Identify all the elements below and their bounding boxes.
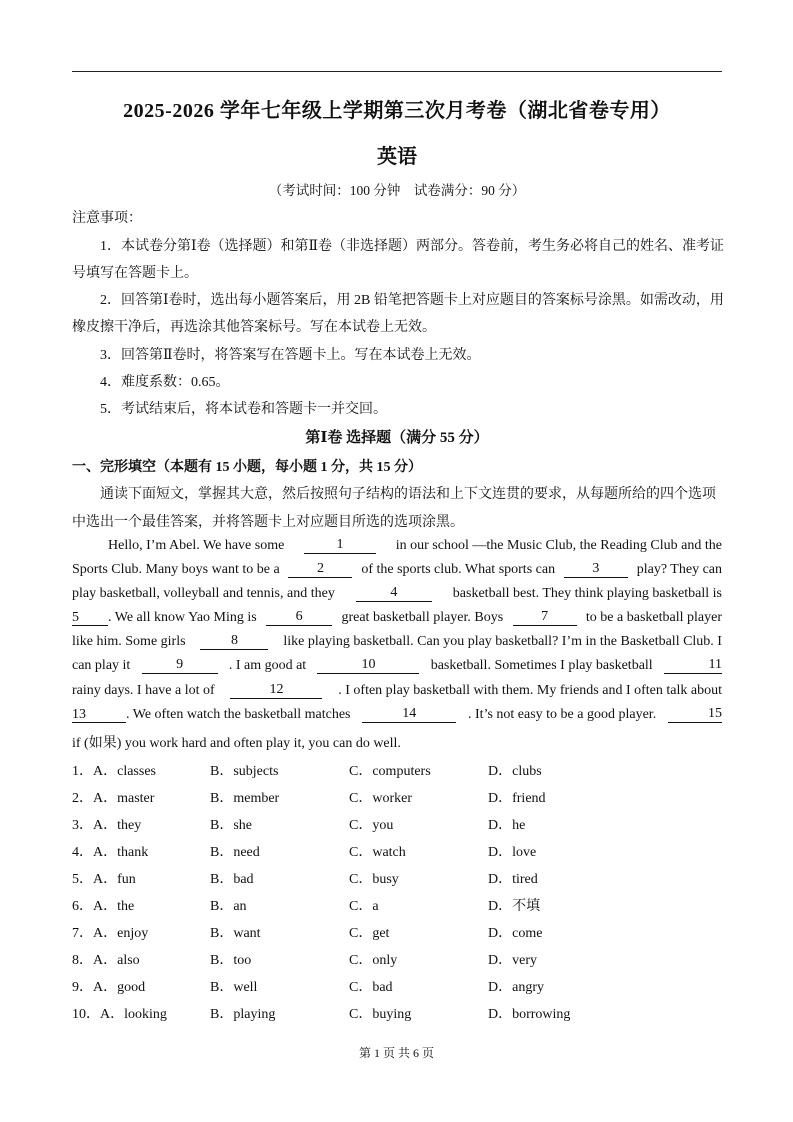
blank-8: 8: [200, 634, 268, 650]
passage-text: [72, 707, 350, 723]
option-d[interactable]: D．不填: [488, 899, 541, 914]
option-a-label: A．good: [93, 980, 146, 995]
option-c[interactable]: C．bad: [349, 980, 393, 995]
option-a[interactable]: [72, 949, 140, 969]
option-a-label: A．the: [93, 899, 135, 914]
blank-7: 7: [513, 610, 577, 626]
option-a[interactable]: [72, 895, 134, 915]
option-c[interactable]: C．busy: [349, 872, 399, 887]
blank-11: 11: [664, 658, 722, 674]
passage-line: [108, 538, 722, 554]
blank-12: 12: [230, 683, 322, 699]
passage-line: [72, 634, 722, 650]
question-number: 9．: [72, 980, 93, 995]
option-a-label: A．thank: [93, 845, 149, 860]
passage-text: play? They can: [636, 562, 722, 577]
notice-item-4: 4．难度系数：0.65。: [100, 375, 230, 390]
option-row: [72, 760, 722, 780]
notice-heading: 注意事项：: [72, 211, 142, 226]
question-number: 2．: [72, 791, 93, 806]
option-b[interactable]: B．well: [210, 980, 258, 995]
blank-14: 14: [362, 707, 456, 723]
passage-line: [72, 707, 722, 723]
section-title: 第Ⅰ卷 选择题（满分 55 分）: [305, 430, 489, 446]
question-number: 6．: [72, 899, 93, 914]
passage-text: like him. Some girls: [72, 634, 186, 649]
option-c[interactable]: C．worker: [349, 791, 412, 806]
passage-line: [72, 658, 722, 674]
passage-text: Sports Club. Many boys want to be a: [72, 562, 280, 577]
option-b[interactable]: B．playing: [210, 1007, 276, 1022]
option-row: [72, 868, 722, 888]
passage-text: great basketball player. Boys: [341, 610, 504, 625]
option-a[interactable]: [72, 787, 154, 807]
option-row: [72, 1003, 722, 1023]
passage-text: to be a basketball player: [585, 610, 722, 625]
passage-text: like playing basketball. Can you play basketball? I’m in the Basketball Club. I: [283, 634, 722, 649]
question-number: 10．: [72, 1007, 100, 1022]
option-b[interactable]: B．member: [210, 791, 280, 806]
option-row: [72, 949, 722, 969]
option-row: [72, 895, 722, 915]
blank-10: 10: [317, 658, 419, 674]
option-b[interactable]: B．bad: [210, 872, 254, 887]
option-a[interactable]: [72, 841, 148, 861]
option-a-label: A．they: [93, 818, 142, 833]
option-d[interactable]: D．borrowing: [488, 1007, 571, 1022]
option-a-label: A．classes: [93, 764, 156, 779]
passage-line: [72, 683, 722, 699]
part-title: 一、完形填空（本题有 15 小题，每小题 1 分，共 15 分）: [72, 460, 422, 475]
option-d[interactable]: D．come: [488, 926, 543, 941]
question-number: 3．: [72, 818, 93, 833]
header-rule: [72, 71, 722, 72]
option-d[interactable]: D．tired: [488, 872, 538, 887]
option-a-label: A．enjoy: [93, 926, 149, 941]
notice-item-1-cont: 号填写在答题卡上。: [72, 266, 198, 281]
option-d[interactable]: D．love: [488, 845, 537, 860]
option-row: [72, 976, 722, 996]
blank-4: 4: [356, 586, 432, 602]
option-a[interactable]: [72, 868, 136, 888]
exam-info: （考试时间：100 分钟 试卷满分：90 分）: [268, 183, 526, 198]
option-a[interactable]: [72, 760, 156, 780]
blank-5: 5: [72, 611, 108, 626]
option-c[interactable]: C．buying: [349, 1007, 412, 1022]
notice-item-5: 5．考试结束后，将本试卷和答题卡一并交回。: [100, 402, 387, 417]
blank-15: 15: [668, 707, 722, 723]
question-number: 7．: [72, 926, 93, 941]
option-d[interactable]: D．he: [488, 818, 526, 833]
blank-2: 2: [288, 562, 352, 578]
blank-6: 6: [266, 610, 332, 626]
option-c[interactable]: C．get: [349, 926, 390, 941]
option-row: [72, 922, 722, 942]
blank-9: 9: [142, 658, 218, 674]
question-number: 1．: [72, 764, 93, 779]
option-a[interactable]: [72, 814, 141, 834]
option-row: [72, 787, 722, 807]
passage-text: in our school —the Music Club, the Reading Club and the: [395, 538, 722, 553]
option-b[interactable]: B．too: [210, 953, 252, 968]
passage-text: can play it: [72, 658, 131, 673]
option-a-label: A．also: [93, 953, 140, 968]
passage-text: . I often play basketball with them. My friends and I often talk about: [338, 683, 722, 698]
question-number: 4．: [72, 845, 93, 860]
passage-text: Hello, I’m Abel. We have some: [108, 538, 285, 553]
question-number: 5．: [72, 872, 93, 887]
option-row: [72, 841, 722, 861]
notice-item-1: 1．本试卷分第Ⅰ卷（选择题）和第Ⅱ卷（非选择题）两部分。答卷前，考生务必将自己的姓名、准考证: [100, 239, 725, 254]
page-footer: 第 1 页 共 6 页: [358, 1046, 434, 1060]
passage-text: of the sports club. What sports can: [361, 562, 556, 577]
option-b[interactable]: B．want: [210, 926, 261, 941]
passage-text: play basketball, volleyball and tennis, and they: [72, 586, 335, 601]
passage-text: . I am good at: [228, 658, 307, 673]
option-a-label: A．looking: [100, 1007, 167, 1022]
passage-text: . It’s not easy to be a good player.: [468, 707, 657, 722]
passage-text: rainy days. I have a lot of: [72, 683, 215, 698]
option-c[interactable]: C．computers: [349, 764, 431, 779]
passage-line: [72, 562, 722, 578]
notice-item-3: 3．回答第Ⅱ卷时，将答案写在答题卡上。写在本试卷上无效。: [100, 348, 481, 363]
passage-text: basketball best. They think playing basketball is: [452, 586, 722, 601]
option-b[interactable]: B．she: [210, 818, 252, 833]
instruction-cont: 中选出一个最佳答案，并将答题卡上对应题目所选的选项涂黑。: [72, 515, 464, 530]
option-c[interactable]: C．watch: [349, 845, 406, 860]
option-b[interactable]: B．subjects: [210, 764, 279, 779]
option-d[interactable]: D．friend: [488, 791, 546, 806]
passage-text: [72, 610, 257, 626]
notice-item-2: 2．回答第Ⅰ卷时，选出每小题答案后，用 2B 铅笔把答题卡上对应题目的答案标号涂黑。如需改动，用: [100, 293, 724, 308]
blank-13: 13: [72, 708, 126, 723]
blank-3: 3: [564, 562, 628, 578]
question-number: 8．: [72, 953, 93, 968]
option-c[interactable]: C．only: [349, 953, 398, 968]
passage-text: . We often watch the basketball matches: [126, 707, 351, 722]
passage-line: if (如果) you work hard and often play it, you can do well.: [72, 736, 401, 751]
option-d[interactable]: D．angry: [488, 980, 544, 995]
option-b[interactable]: B．an: [210, 899, 247, 914]
option-c[interactable]: C．a: [349, 899, 379, 914]
option-a[interactable]: [72, 976, 145, 996]
option-a-label: A．master: [93, 791, 155, 806]
notice-item-2-cont: 橡皮擦干净后，再选涂其他答案标号。写在本试卷上无效。: [72, 320, 436, 335]
passage-line: [72, 586, 722, 602]
passage-text: basketball. Sometimes I play basketball: [430, 658, 653, 673]
option-a[interactable]: [72, 922, 148, 942]
option-c[interactable]: C．you: [349, 818, 394, 833]
option-a[interactable]: [72, 1003, 167, 1023]
exam-title: 2025-2026 学年七年级上学期第三次月考卷（湖北省卷专用）: [123, 100, 671, 122]
passage-line: [72, 610, 722, 626]
passage-text: . We all know Yao Ming is: [108, 610, 257, 625]
subject-title: 英语: [377, 146, 417, 168]
instruction: 通读下面短文，掌握其大意，然后按照句子结构的语法和上下文连贯的要求，从每题所给的四个选项: [100, 487, 716, 502]
option-a-label: A．fun: [93, 872, 136, 887]
option-row: [72, 814, 722, 834]
option-b[interactable]: B．need: [210, 845, 260, 860]
option-d[interactable]: D．very: [488, 953, 537, 968]
blank-1: 1: [304, 538, 376, 554]
option-d[interactable]: D．clubs: [488, 764, 542, 779]
